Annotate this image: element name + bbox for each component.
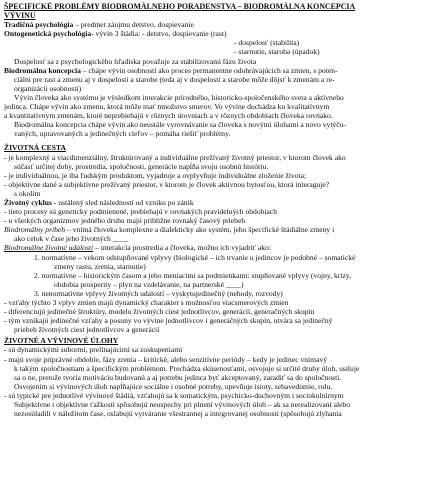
list-item: sa o ne, pretože tvoria motiváciu budovanú a aj potrebu jedinca byť akceptovaný, zaradiť sa do spoločnosti.	[14, 372, 342, 382]
list-item: - sú dynamickými subormi, prelínajúcimi sa zoskupeniami	[4, 345, 183, 355]
list-item: Osvojením si vývinových úloh napĺňajúce sociálne i osobné potreby, upevňuje istoty, sebavedomie, rolu.	[14, 381, 333, 391]
numbered-item: 3. nenormatívne vplyvy životných udalostí – vyskytujedinečný (nehody, rozvody)	[34, 288, 283, 298]
paragraph-dospelost: Dospelosť sa z psychologického hľadiska považuje za stabilizovanú fázu života	[14, 56, 257, 66]
onto-stage-2: - dospelosť (stabilita)	[234, 38, 300, 48]
text-vyvin-5: vaných, upravovaných a jedinečných cieľov – pomáha riešiť problémy.	[14, 129, 231, 139]
term-tradicna: Tradičná psychológia	[4, 20, 74, 30]
term-udalosti: Biodromálne životné udalosti	[4, 243, 94, 253]
heading-zivotna-cesta: ŽIVOTNÁ CESTA	[4, 143, 66, 153]
text-vyvin-4: Biodromálna koncepcia chápe vývin ako neustále vyrovnávanie sa človeka s novými úlohami a novo vytýčo-	[14, 120, 346, 130]
text-vyvin-1: Vývin človeka ako systému je výsledkom interakcie prírodného, historicko-spoločenského sveta a aktívneho	[14, 92, 344, 102]
term-pribeh: Biodromálny príbeh	[4, 225, 66, 235]
list-item: - je individuálnou, je iba ľudským produktom, vyjadruje a ovplyvňuje individuálne zloženie života;	[4, 170, 307, 180]
numbered-item: zmeny rastu, zrenia, starnutie)	[54, 261, 146, 271]
term-biodromalna: Biodromálna koncepcia	[4, 65, 81, 75]
paragraph-pribeh	[4, 225, 438, 234]
text-tradicna: – predmet záujmu detstvo, dospievanie	[73, 20, 194, 30]
text-biodromalna-1: – chápe vývin osobnosti ako proces permanentne odohrávajúcich sa zmien, s poten-	[80, 65, 338, 75]
term-ontogeneticka: Ontogenetická psychológia	[4, 29, 92, 39]
onto-stage-3: - starnutie, staroba (úpadok)	[234, 47, 320, 57]
text-cyklus: - ustálený sled následností od vzniku po zánik	[51, 197, 194, 207]
list-item: - majú svoje príprávné obdobie, fázy zrenia – kritické, alebo senzitívne periódy – kedy je jedinec vnímavý	[4, 354, 328, 364]
document-title-line-2: VÝVINU	[4, 11, 36, 21]
paragraph-tradicna	[4, 20, 438, 29]
list-item: - je komplexný a viacdimenziálny, štruktúrovaný a individuálne prežívaný životný priestor, v ktorom človek ako	[4, 152, 346, 162]
list-item: - tieto procesy sú geneticky podmienené, prebiehajú v rovnakých pravidelných obdobiach	[4, 207, 278, 217]
paragraph-biodromalna	[4, 66, 438, 75]
list-item: - diferenciujú jedinečné štruktúry, modelu životných ciest jednotlivcov, generácií, generačných skupín	[4, 307, 315, 317]
text-vyvin-3: a kvantitatívnym zmenám, ktoré neprebiehajú v rôznych úrovniach a v rôznych obdobiach človeka rovnako.	[4, 111, 333, 121]
text-pribeh: – vnímá človeka komplexne a dialekticky ako systém, jeho špecifické štádiálne zmeny i	[65, 225, 335, 235]
list-item: - sú typické pre jednotlivé vývinové štádiá, vzťahujú sa k somatickým, psychicko-duchovným i sociokultúrnym	[4, 390, 344, 400]
heading-zivotne-ulohy: ŽIVOTNÉ A VÝVINOVÉ ÚLOHY	[4, 336, 119, 346]
list-item: súčasť určitej doby, prostredia, spoločnosti, generácie napĺňa svoju osobnú históriu.	[14, 161, 269, 171]
text-udalosti: – interakcia prostredia a človeka, možno ich vyjadriť ako:	[93, 243, 271, 253]
list-item: - vzťahy týchto 3 vplyv zmien majú dynamický charakter s možnosťou viacsmerových zmien	[4, 298, 289, 307]
text-pribeh-2: ako celok v čase jeho životných ____	[14, 234, 128, 244]
numbered-item: 1. normatívne – vekom odstupňované vplyvy (biologické – ich trvanie u jedincov je podobné – somatické	[34, 252, 356, 262]
paragraph-cyklus	[4, 198, 438, 207]
list-item: - objektívne dané a subjektívne prežívaný priestor, v ktorom je človek aktívnou bytosťou, ktorá interaguje?	[4, 179, 330, 189]
list-item: - u všetkých organizmov jedného druhu majú približne rovnaký časový priebeh	[4, 216, 246, 226]
list-item: nezosúladili v náležitom čase, oslabujú vytváranie všestrannej a integrovanej osobnosti (spôsobujú zlyhania	[14, 409, 342, 419]
paragraph-udalosti	[4, 243, 438, 252]
numbered-item: 2. normatívne – historickým časom a jeho meniacimi sa podmienkami: stupňované vplyvy (vojny, krízy,	[34, 270, 352, 280]
document-title-line-1: ŠPECIFICKÉ PROBLÉMY BIODROMÁLNEHO PORADENSTVA – BIODROMÁLNA KONCEPCIA	[4, 2, 356, 11]
term-cyklus: Životný cyklus	[4, 197, 52, 207]
list-item: k takým spoločnostiam a špecifickým problémom. Prechádza skúsenosťami, osvojuje si určité druhy úloh, usiluje	[14, 363, 360, 373]
text-biodromalna-3: organizácii osobnosti)	[14, 83, 82, 93]
text-biodromalna-2: ciálni pre rast a zmenu aj v dospelosti a starobe (teda aj v dospelosti a starobe môže dôjsť k zmenám a re-	[14, 74, 335, 84]
text-ontogeneticka: - vývin 3 štádia: - detstvo, dospievanie (rast)	[91, 29, 227, 39]
list-item: priebeh životných ciest jednotlivcov a generácií	[14, 325, 160, 335]
list-item: Subjektívne i objektívne ťažkosti spôsobujú neuspechy pri plnení vývinových úloh – ak sa nerealizovaní alebo	[14, 400, 351, 410]
list-item: s okolím	[14, 188, 41, 198]
numbered-item: obdobia prosperity – plyn na vzdelávanie, na partnerské ____)	[54, 279, 244, 289]
paragraph-ontogeneticka	[4, 29, 438, 38]
list-item: - tým vznikajú jedinečné vzťahy a posuny vo vývine jednotlivcov i generačných skupín, utvára sa jedinečný	[4, 316, 333, 326]
text-vyvin-2: jedinca. Chápe vývin ako zmenu, ktorá môže mať množstvo smerov. Vo vývine dochádza ku kvalitatívnym	[4, 102, 330, 112]
